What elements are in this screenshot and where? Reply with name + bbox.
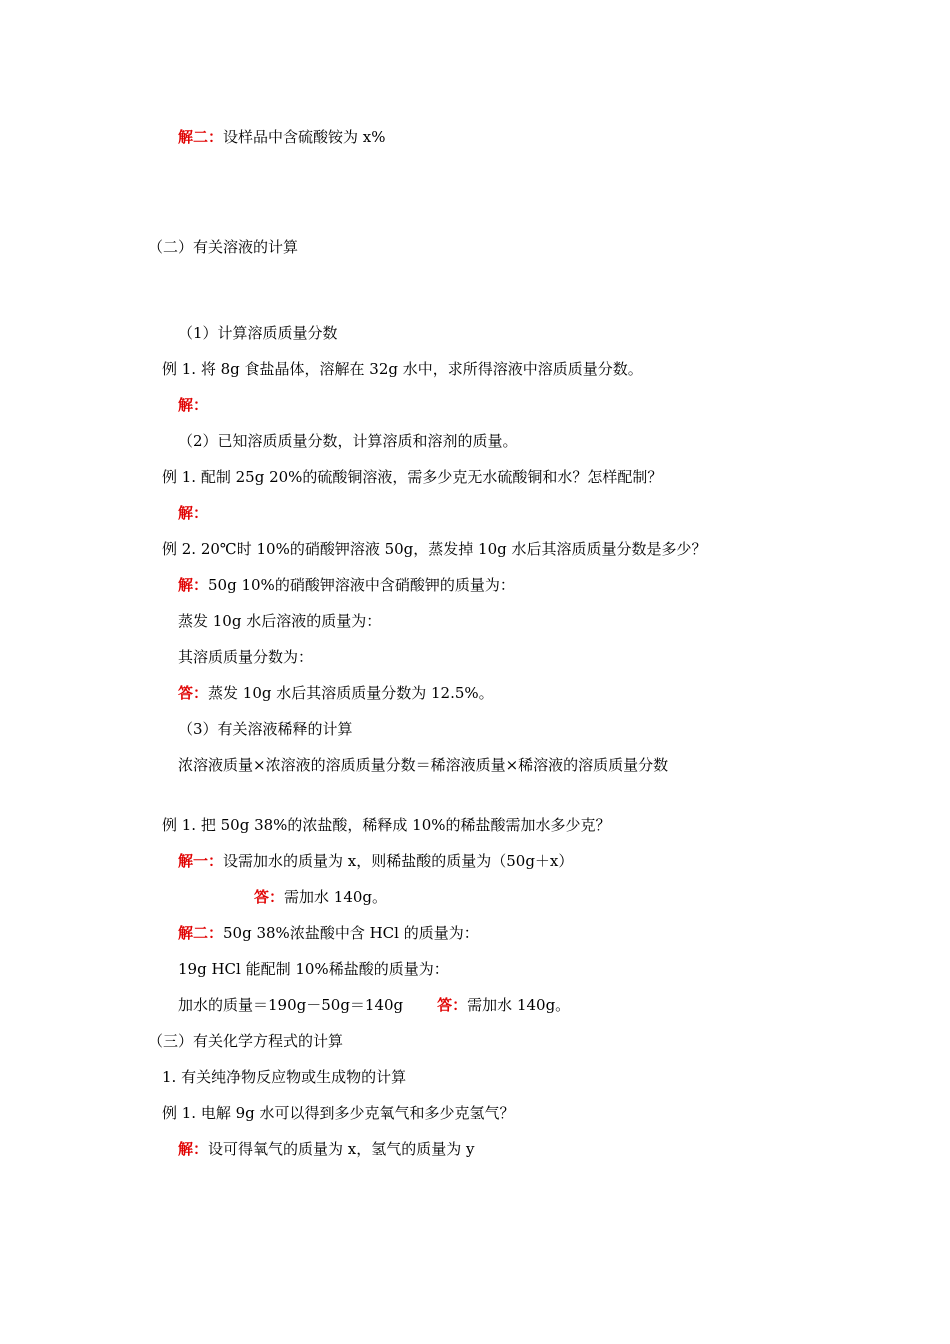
solution-step: 19g HCl 能配制 10%稀盐酸的质量为： <box>178 960 449 978</box>
section-heading-equations: （三）有关化学方程式的计算 <box>148 1032 344 1050</box>
solution-label: 解一： <box>178 852 224 870</box>
subsection-heading-dilution: （3）有关溶液稀释的计算 <box>178 720 353 738</box>
example-line: 例 1. 电解 9g 水可以得到多少克氧气和多少克氢气？ <box>162 1104 515 1122</box>
answer-line <box>254 887 387 907</box>
subsection-heading-mass-fraction: （1）计算溶质质量分数 <box>178 324 338 342</box>
solution-step: 蒸发 10g 水后溶液的质量为： <box>178 612 382 630</box>
solution-one-line <box>178 851 573 871</box>
dilution-formula: 浓溶液质量×浓溶液的溶质质量分数＝稀溶液质量×稀溶液的溶质质量分数 <box>178 756 669 774</box>
solution-text: 设可得氧气的质量为 x，氢气的质量为 y <box>208 1140 475 1158</box>
solution-label: 解二： <box>178 128 224 146</box>
solution-text: 50g 38%浓盐酸中含 HCl 的质量为： <box>223 924 479 942</box>
example-line: 例 2. 20℃时 10%的硝酸钾溶液 50g，蒸发掉 10g 水后其溶质质量分数是多少？ <box>162 540 707 558</box>
subsection-heading-known-fraction: （2）已知溶质质量分数，计算溶质和溶剂的质量。 <box>178 432 518 450</box>
solution-text: 50g 10%的硝酸钾溶液中含硝酸钾的质量为： <box>208 576 515 594</box>
example-line: 例 1. 配制 25g 20%的硫酸铜溶液，需多少克无水硫酸铜和水？怎样配制？ <box>162 468 663 486</box>
answer-label: 答： <box>178 684 209 702</box>
solution-line <box>178 395 208 415</box>
answer-label: 答： <box>437 996 468 1014</box>
subsection-heading-pure-substance: 1. 有关纯净物反应物或生成物的计算 <box>162 1068 407 1086</box>
solution-text: 加水的质量＝190g－50g＝140g <box>178 996 404 1014</box>
solution-text: 设样品中含硫酸铵为 x% <box>223 128 386 146</box>
answer-line <box>178 683 494 703</box>
solution-line <box>178 575 515 595</box>
answer-text: 蒸发 10g 水后其溶质质量分数为 12.5%。 <box>208 684 494 702</box>
section-heading-solutions: （二）有关溶液的计算 <box>148 238 299 256</box>
solution-line <box>178 1139 475 1159</box>
solution-step-with-answer <box>178 995 570 1015</box>
example-line: 例 1. 将 8g 食盐晶体，溶解在 32g 水中，求所得溶液中溶质质量分数。 <box>162 360 643 378</box>
solution-line <box>178 503 208 523</box>
solution-step: 其溶质质量分数为： <box>178 648 314 666</box>
solution-two-line <box>178 923 479 943</box>
answer-text: 需加水 140g。 <box>284 888 388 906</box>
solution-label: 解二： <box>178 924 224 942</box>
answer-label: 答： <box>254 888 285 906</box>
solution-label: 解： <box>178 576 209 594</box>
solution-label: 解： <box>178 504 209 522</box>
answer-text: 需加水 140g。 <box>467 996 571 1014</box>
solution-label: 解： <box>178 396 209 414</box>
example-line: 例 1. 把 50g 38%的浓盐酸，稀释成 10%的稀盐酸需加水多少克？ <box>162 816 611 834</box>
solution-two-line <box>178 127 386 147</box>
solution-label: 解： <box>178 1140 209 1158</box>
solution-text: 设需加水的质量为 x，则稀盐酸的质量为（50g＋x） <box>223 852 574 870</box>
